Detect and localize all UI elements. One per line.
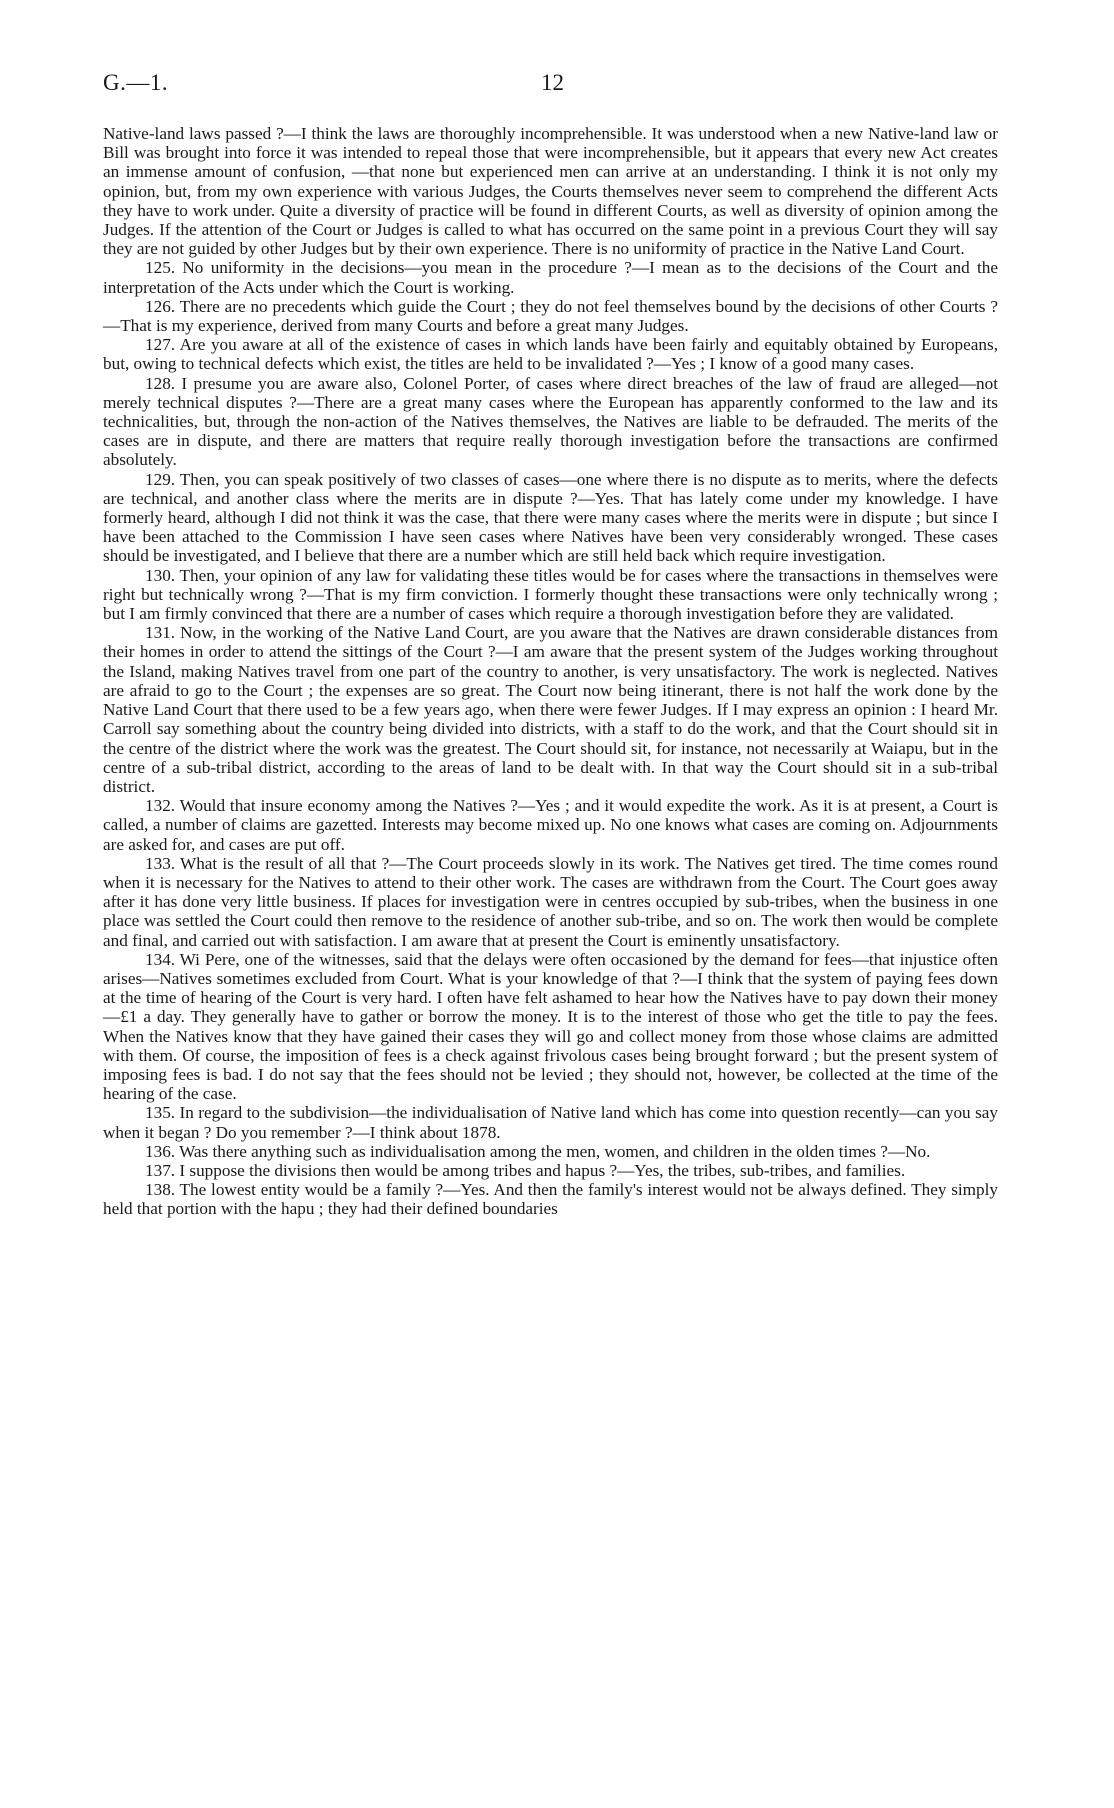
paragraph-134: 134. Wi Pere, one of the witnesses, said that the delays were often occasioned by the demand for fees—that injustice often arises—Natives sometimes excluded from Court. What is your knowledge of that ?—I think that the system of paying fees down at the time of hearing of the Court is very hard. I often have felt ashamed to hear how the Natives have to pay down their money—£1 a day. They generally have to gather or borrow the money. It is to the interest of those who get the title to pay the fees. When the Natives know that they have gained their cases they will go and collect money from those whose claims are admitted with them. Of course, the imposition of fees is a check against frivolous cases being brought forward ; but the present system of imposing fees is bad. I do not say that the fees should not be levied ; they should not, however, be collected at the time of the hearing of the case.: [103, 949, 998, 1104]
paragraph-125: 125. No uniformity in the decisions—you mean in the procedure ?—I mean as to the decisions of the Court and the interpretation of the Acts under which the Court is working.: [103, 258, 998, 297]
paragraph-129: 129. Then, you can speak positively of two classes of cases—one where there is no dispute as to merits, where the defects are technical, and another class where the merits are in dispute ?—Yes. That has lately come under my knowledge. I have formerly heard, although I did not think it was the case, that there were many cases where the merits were in dispute ; but since I have been attached to the Commission I have seen cases where Natives have been very considerably wronged. These cases should be investigated, and I believe that there are a number which are still held back which require investigation.: [103, 469, 998, 566]
paragraph-138: 138. The lowest entity would be a family ?—Yes. And then the family's interest would not be always defined. They simply held that portion with the hapu ; they had their defined boundaries: [103, 1180, 998, 1219]
continuation-paragraph: Native-land laws passed ?—I think the laws are thoroughly incomprehensible. It was understood when a new Native-land law or Bill was brought into force it was intended to repeal those that were incomprehensible, but it appears that every new Act creates an immense amount of confusion, —that none but experienced men can arrive at an understanding. I think it is not only my opinion, but, from my own experience with various Judges, the Courts themselves never seem to comprehend the different Acts they have to work under. Quite a diversity of practice will be found in different Courts, as well as diversity of opinion among the Judges. If the attention of the Court or Judges is called to what has occurred on the same point in a previous Court they will say they are not guided by other Judges but by their own experience. There is no uniformity of practice in the Native Land Court.: [103, 124, 998, 259]
paragraph-135: 135. In regard to the subdivision—the individualisation of Native land which has come into question recently—can you say when it began ? Do you remember ?—I think about 1878.: [103, 1103, 998, 1142]
page-header: [103, 70, 998, 110]
paragraph-136: 136. Was there anything such as individualisation among the men, women, and children in the olden times ?—No.: [145, 1141, 931, 1161]
paragraph-130: 130. Then, your opinion of any law for validating these titles would be for cases where the transactions in themselves were right but technically wrong ?—That is my firm conviction. I formerly thought these transactions were only technically wrong ; but I am firmly convinced that there are a number of cases which require a thorough investigation before they are validated.: [103, 565, 998, 624]
document-reference: G.—1.: [103, 70, 169, 95]
paragraph-133: 133. What is the result of all that ?—The Court proceeds slowly in its work. The Natives get tired. The time comes round when it is necessary for the Natives to attend to their other work. The cases are withdrawn from the Court. The Court goes away after it has done very little business. If places for investigation were in centres occupied by sub-tribes, when the business in one place was settled the Court could then remove to the residence of another sub-tribe, and so on. The work then would be complete and final, and carried out with satisfaction. I am aware that at present the Court is eminently unsatisfactory.: [103, 853, 998, 950]
paragraph-132: 132. Would that insure economy among the Natives ?—Yes ; and it would expedite the work. As it is at present, a Court is called, a number of claims are gazetted. Interests may become mixed up. No one knows what cases are coming on. Adjournments are asked for, and cases are put off.: [103, 796, 998, 854]
paragraph-127: 127. Are you aware at all of the existence of cases in which lands have been fairly and equitably obtained by Europeans, but, owing to technical defects which exist, the titles are held to be invalidated ?—Yes ; I know of a good many cases.: [103, 335, 998, 374]
paragraph-126: 126. There are no precedents which guide the Court ; they do not feel themselves bound by the decisions of other Courts ?—That is my experience, derived from many Courts and before a great many Judges.: [103, 296, 998, 336]
page-number: 12: [541, 70, 564, 95]
body-text: [103, 124, 998, 1219]
paragraph-131: 131. Now, in the working of the Native Land Court, are you aware that the Natives are drawn considerable distances from their homes in order to attend the sittings of the Court ?—I am aware that the present system of the Judges working throughout the Island, making Natives travel from one part of the country to another, is very unsatisfactory. The work is neglected. Natives are afraid to go to the Court ; the expenses are so great. The Court now being itinerant, there is not half the work done by the Native Land Court that there used to be a few years ago, when there were fewer Judges. If I may express an opinion : I heard Mr. Carroll say something about the country being divided into districts, with a staff to do the work, and that the Court should sit in the centre of the district where the work was the greatest. The Court should sit, for instance, not necessarily at Waiapu, but in the centre of a sub-tribal district, according to the areas of land to be dealt with. In that way the Court should sit in a sub-tribal district.: [103, 623, 998, 796]
paragraph-137: 137. I suppose the divisions then would be among tribes and hapus ?—Yes, the tribes, sub-tribes, and families.: [145, 1160, 906, 1180]
paragraph-128: 128. I presume you are aware also, Colonel Porter, of cases where direct breaches of the law of fraud are alleged—not merely technical disputes ?—There are a great many cases where the European has apparently conformed to the law and its technicalities, but, through the non-action of the Natives themselves, the Natives are liable to be defrauded. The merits of the cases are in dispute, and there are matters that require really thorough investigation before the transactions are confirmed absolutely.: [103, 373, 998, 470]
